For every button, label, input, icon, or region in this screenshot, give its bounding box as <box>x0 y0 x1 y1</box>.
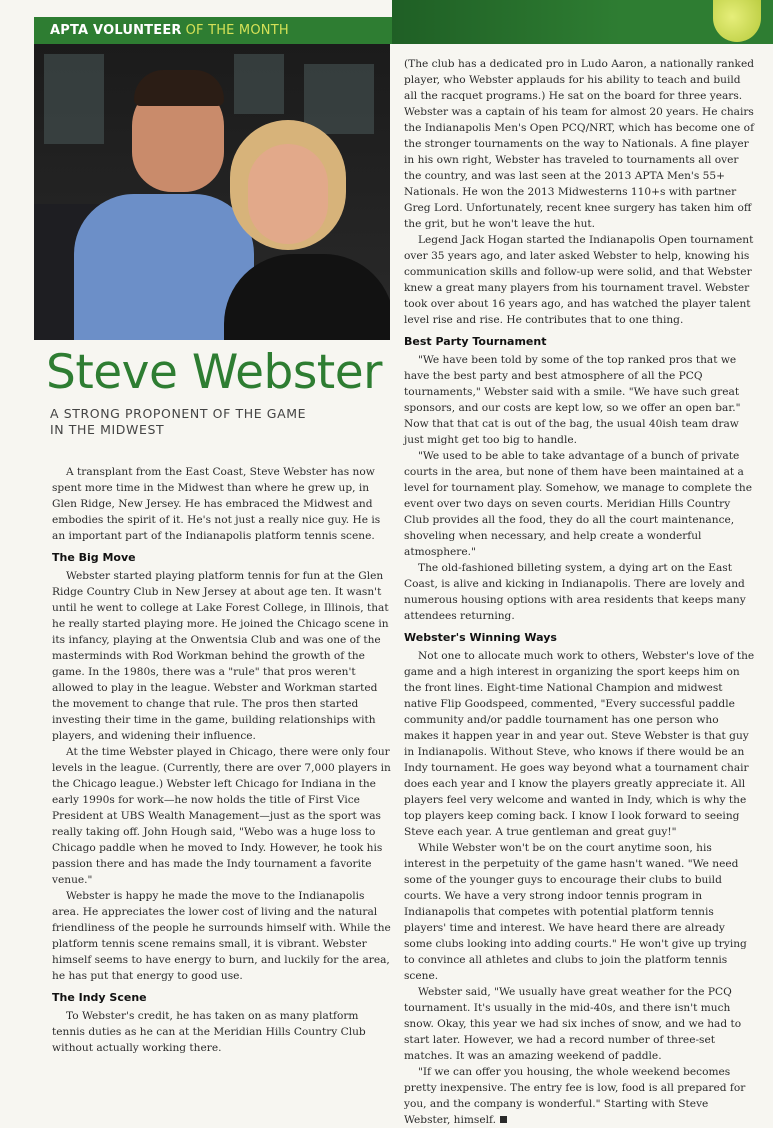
heading-winning-ways: Webster's Winning Ways <box>404 631 557 644</box>
end-of-article-icon <box>500 1116 507 1123</box>
best-party-paragraph-3: The old-fashioned billeting system, a dying art on the East Coast, is alive and kicking in Indianapolis. There are lovely and numerous housing options with area residents that keeps many attendees returning. <box>404 562 746 622</box>
big-move-paragraph-3: Webster is happy he made the move to the Indianapolis area. He appreciates the lower cost of living and the natural friendliness of the people he surrounds himself with. While the platform tennis scene remains small, it is vibrant. Webster himself seems to have energy to burn, and luckily for the area, he has put that energy to good use. <box>52 890 391 982</box>
best-party-paragraph-1: "We have been told by some of the top ranked pros that we have the best party and best atmosphere of all the PCQ tournaments," Webster said with a smile. "We have such great sponsors, and our costs are kept low, so we offer an open bar." Now that that cat is out of the bag, the usual 40ish team draw just might get too big to handle. <box>404 354 741 446</box>
article-subtitle <box>50 406 370 438</box>
winning-paragraph-2: While Webster won't be on the court anytime soon, his interest in the perpetuity of the game hasn't waned. "We need some of the younger guys to encourage their clubs to build courts. We have a very strong indoor tennis program in Indianapolis that competes with potential platform tennis players' time and interest. We have heard there are already some clubs looking into adding courts." He won't give up trying to convince all athletes and clubs to join the platform tennis scene. <box>404 842 747 982</box>
winning-paragraph-4-text: "If we can offer you housing, the whole weekend becomes pretty inexpensive. The entry fee is low, food is all prepared for you, and the company is wonderful." Starting with Steve Webster, himself. <box>404 1066 746 1126</box>
big-move-paragraph-2: At the time Webster played in Chicago, there were only four levels in the league. (Currently, there are over 7,000 players in the Chicago league.) Webster left Chicago for Indiana in the early 1990s for work—he now holds the title of First Vice President at UBS Wealth Management—just as the sport was really taking off. John Hough said, "Webo was a huge loss to Chicago paddle when he moved to Indy. However, he took his passion there and has made the Indy tournament a favorite venue." <box>52 746 391 886</box>
section-header-accent: OF THE MONTH <box>185 23 289 38</box>
tennis-ball-icon <box>713 0 761 42</box>
section-header <box>34 17 392 44</box>
header-band <box>392 0 773 44</box>
heading-best-party: Best Party Tournament <box>404 335 547 348</box>
intro-paragraph: A transplant from the East Coast, Steve Webster has now spent more time in the Midwest than where he grew up, in Glen Ridge, New Jersey. He has embraced the Midwest and embodies the spirit of it. He's not just a really nice guy. He is an important part of the Indianapolis platform tennis scene. <box>52 466 381 542</box>
winning-paragraph-3: Webster said, "We usually have great weather for the PCQ tournament. It's usually in the mid-40s, and there isn't much snow. Okay, this year we had six inches of snow, and we had to start later. However, we had a record number of three-set matches. It was an amazing weekend of paddle. <box>404 986 742 1062</box>
portrait-photo <box>34 44 390 340</box>
article-title: Steve Webster <box>46 345 382 400</box>
subtitle-line-2: IN THE MIDWEST <box>50 422 165 437</box>
big-move-paragraph-1: Webster started playing platform tennis for fun at the Glen Ridge Country Club in New Jersey at about age ten. It wasn't until he went to college at Lake Forest College, in Illinois, that he really started playing more. He joined the Chicago scene in its infancy, playing at the Onwentsia Club and was one of the masterminds with Rod Workman behind the growth of the game. In the 1980s, there was a "rule" that pros weren't allowed to play in the league. Webster and Workman started the movement to change that rule. The pros then started investing their time in the game, building relationships with players, and widening their influence. <box>52 570 389 742</box>
indy-scene-paragraph-1: To Webster's credit, he has taken on as many platform tennis duties as he can at the Meridian Hills Country Club without actually working there. <box>52 1010 366 1054</box>
continued-paragraph-2: Legend Jack Hogan started the Indianapolis Open tournament over 35 years ago, and later asked Webster to help, knowing his communication skills and follow-up were solid, and that Webster knew a great many players from his tournament travel. Webster took over about 16 years ago, and has watched the player talent level rise and rise. He contributes that to one thing. <box>404 234 754 326</box>
subtitle-line-1: A STRONG PROPONENT OF THE GAME <box>50 406 307 421</box>
continued-paragraph-1: (The club has a dedicated pro in Ludo Aaron, a nationally ranked player, who Webster applauds for his ability to teach and build all the racquet programs.) He sat on the board for three years. Webster was a captain of his team for almost 20 years. He chairs the Indianapolis Men's Open PCQ/NRT, which has become one of the stronger tournaments on the way to Nationals. A fine player in his own right, Webster has traveled to tournaments all over the country, and was last seen at the 2013 APTA Men's 55+ Nationals. He won the 2013 Midwesterns 110+s with partner Greg Lord. Unfortunately, recent knee surgery has taken him off the grit, but he won't leave the hut. <box>404 58 755 230</box>
left-column <box>52 464 392 1056</box>
heading-indy-scene: The Indy Scene <box>52 991 147 1004</box>
heading-big-move: The Big Move <box>52 551 136 564</box>
best-party-paragraph-2: "We used to be able to take advantage of a bunch of private courts in the area, but none of them have been maintained at a level for tournament play. Somehow, we manage to complete the event over two days on seven courts. Meridian Hills Country Club provides all the food, they do all the court maintenance, shoveling when necessary, and help create a wonderful atmosphere." <box>404 450 752 558</box>
right-column <box>404 56 756 1128</box>
winning-paragraph-1: Not one to allocate much work to others, Webster's love of the game and a high interest in organizing the sport keeps him on the front lines. Eight-time National Champion and midwest native Flip Goodspeed, commented, "Every successful paddle community and/or paddle tournament has one person who makes it happen year in and year out. Steve Webster is that guy in Indianapolis. Without Steve, who knows if there would be an Indy tournament. He goes way beyond what a tournament chair does each year and I know the players greatly appreciate it. All players feel very welcome and wanted in Indy, which is why the top players keep coming back. I know I look forward to seeing Steve each year. A true gentleman and great guy!" <box>404 650 755 838</box>
section-header-bold: APTA VOLUNTEER <box>50 23 182 38</box>
winning-paragraph-4 <box>404 1064 756 1128</box>
